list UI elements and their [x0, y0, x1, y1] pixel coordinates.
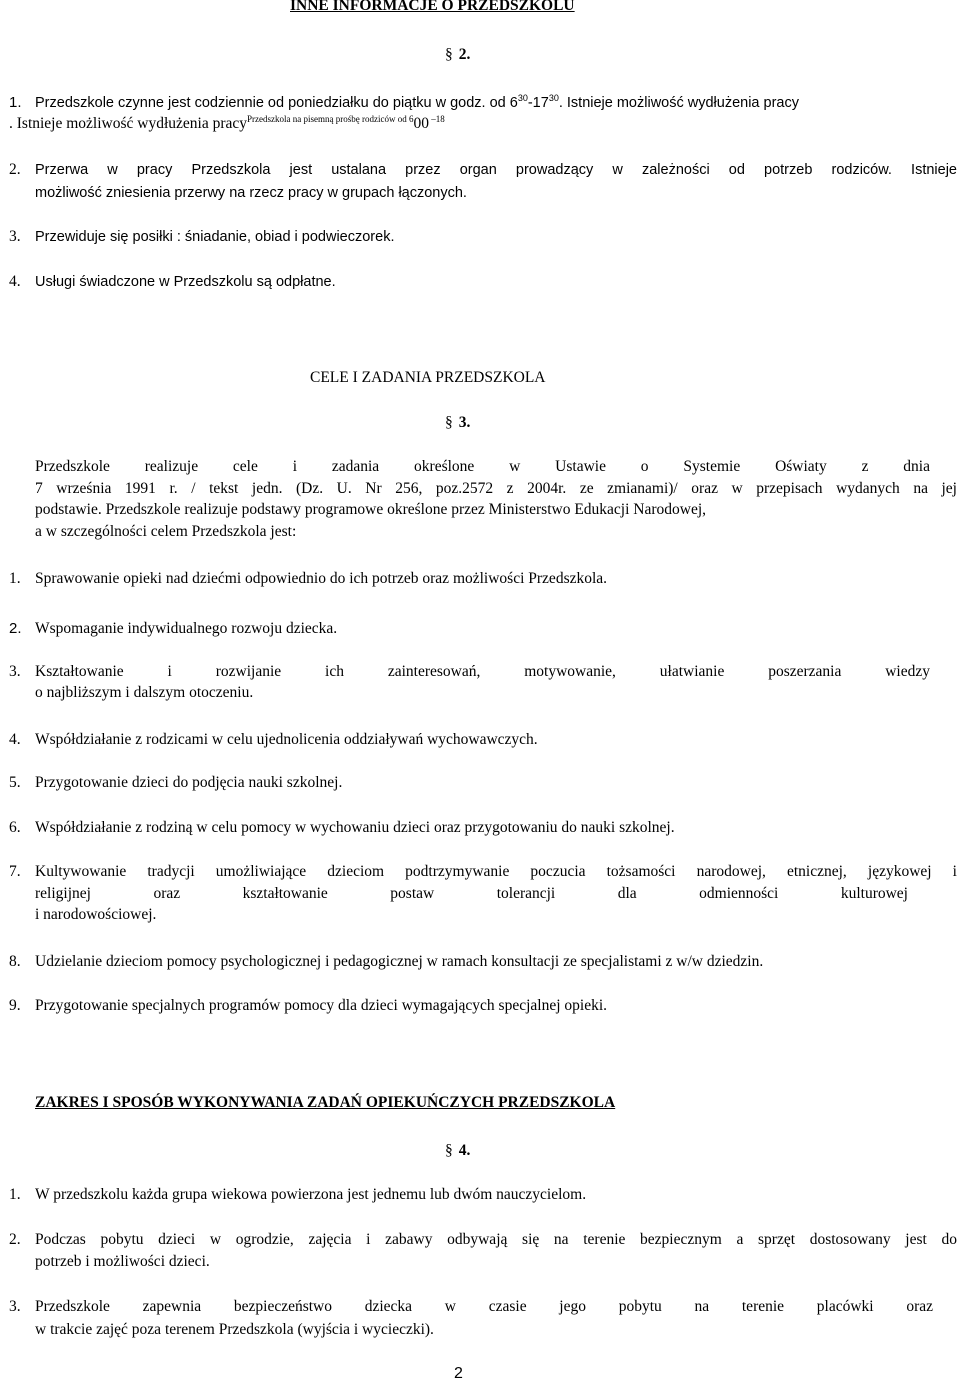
care-3-line-1: Przedszkole zapewnia bezpieczeństwo dziecka w czasie jego pobytu na terenie placówki oraz: [35, 1298, 933, 1315]
info-item-1-number: 1.: [9, 94, 22, 111]
section-number-2: § 2.: [445, 46, 471, 63]
info-item-2-line-1: Przerwa w pracy Przedszkola jest ustalana przez organ prowadzący w zależności od potrzeb rodziców. Istnieje: [35, 162, 957, 178]
goal-7-line-1: Kultywowanie tradycji umożliwiające dzieciom podtrzymywanie poczucia tożsamości narodowej, etnicznej, językowej i: [35, 863, 957, 880]
goal-6-text: Współdziałanie z rodziną w celu pomocy w wychowaniu dzieci oraz przygotowaniu do nauki szkolnej.: [35, 819, 675, 836]
section-title-care: ZAKRES I SPOSÓB WYKONYWANIA ZADAŃ OPIEKUŃCZYCH PRZEDSZKOLA: [35, 1094, 616, 1111]
care-2-number: 2.: [9, 1231, 21, 1248]
goal-7-line-3: i narodowościowej.: [35, 906, 157, 923]
goal-1-number: 1.: [9, 570, 21, 587]
section-title-goals: CELE I ZADANIA PRZEDSZKOLA: [310, 369, 546, 386]
intro-line-2: 7 września 1991 r. / tekst jedn. (Dz. U. Nr 256, poz.2572 z 2004r. ze zmianami)/ oraz w przepisach wydanych na jej: [35, 480, 957, 497]
care-2-line-1: Podczas pobytu dzieci w ogrodzie, zajęcia i zabawy odbywają się na terenie bezpiecznym a sprzęt dostosowany jest do: [35, 1231, 957, 1248]
goal-4-number: 4.: [9, 731, 21, 748]
info-item-4-text: Usługi świadczone w Przedszkolu są odpłatne.: [35, 274, 336, 290]
info-item-1-line-1: Przedszkole czynne jest codziennie od poniedziałku do piątku w godz. od $6^{30}-17^{30}$. Istnieje możliwość wydłużenia pracy: [35, 93, 799, 111]
goal-2-number: 2.: [9, 620, 22, 637]
care-3-number: 3.: [9, 1298, 21, 1315]
goal-8-number: 8.: [9, 953, 21, 970]
info-item-3-number: 3.: [9, 228, 21, 245]
intro-line-4: a w szczególności celem Przedszkola jest:: [35, 523, 297, 540]
section-title-other-info: INNE INFORMACJE O PRZEDSZKOLU: [290, 0, 575, 14]
paragraph-sign: §: [445, 46, 453, 63]
intro-line-3: podstawie. Przedszkole realizuje podstawy programowe określone przez Ministerstwo Edukacji Narodowej,: [35, 501, 707, 518]
info-item-4-number: 4.: [9, 273, 21, 290]
goal-8-text: Udzielanie dzieciom pomocy psychologicznej i pedagogicznej w ramach konsultacji ze specjalistami z w/w dziedzin.: [35, 953, 764, 970]
info-item-1-line-2: . Istnieje możliwość wydłużenia pracy$^{Przedszkola na pisemną prośbę rodziców od 6}$00 $^{-18}$: [9, 113, 445, 132]
page-number: 2: [454, 1365, 463, 1382]
care-3-line-2: w trakcie zajęć poza terenem Przedszkola (wyjścia i wycieczki).: [35, 1321, 434, 1338]
goal-4-text: Współdziałanie z rodzicami w celu ujednolicenia oddziaływań wychowawczych.: [35, 731, 538, 748]
goal-3-number: 3.: [9, 663, 21, 680]
goal-1-text: Sprawowanie opieki nad dziećmi odpowiednio do ich potrzeb oraz możliwości Przedszkola.: [35, 570, 608, 587]
goal-7-line-2: religijnej oraz kształtowanie postaw tolerancji dla odmienności kulturowej: [35, 885, 908, 902]
care-2-line-2: potrzeb i możliwości dzieci.: [35, 1253, 210, 1270]
goal-9-number: 9.: [9, 997, 21, 1014]
goal-3-line-2: o najbliższym i dalszym otoczeniu.: [35, 684, 254, 701]
care-1-number: 1.: [9, 1186, 21, 1203]
goal-3-line-1: Kształtowanie i rozwijanie ich zainteresowań, motywowanie, ułatwianie poszerzania wiedzy: [35, 663, 930, 680]
care-1-text: W przedszkolu każda grupa wiekowa powierzona jest jednemu lub dwóm nauczycielom.: [35, 1186, 587, 1203]
info-item-2-line-2: możliwość zniesienia przerwy na rzecz pracy w grupach łączonych.: [35, 185, 467, 201]
goal-7-number: 7.: [9, 863, 21, 880]
goal-5-number: 5.: [9, 774, 21, 791]
goal-5-text: Przygotowanie dzieci do podjęcia nauki szkolnej.: [35, 774, 343, 791]
goal-2-text: Wspomaganie indywidualnego rozwoju dziecka.: [35, 620, 338, 637]
section-number-4: § 4.: [445, 1142, 471, 1159]
info-item-2-number: 2.: [9, 161, 21, 178]
info-item-3-text: Przewiduje się posiłki : śniadanie, obiad i podwieczorek.: [35, 229, 395, 245]
goal-9-text: Przygotowanie specjalnych programów pomocy dla dzieci wymagających specjalnej opieki.: [35, 997, 608, 1014]
section-number-3: § 3.: [445, 414, 471, 431]
intro-line-1: Przedszkole realizuje cele i zadania określone w Ustawie o Systemie Oświaty z dnia: [35, 458, 930, 475]
goal-6-number: 6.: [9, 819, 21, 836]
